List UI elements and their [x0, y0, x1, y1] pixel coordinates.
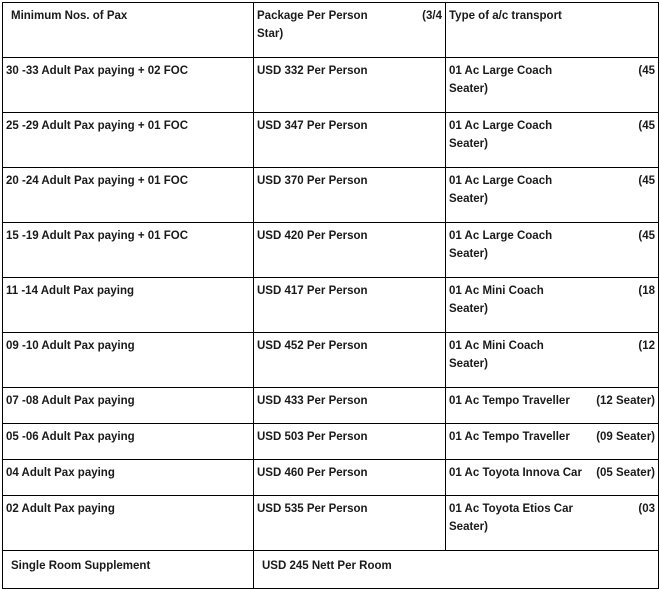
seat-text: (45 — [638, 230, 655, 242]
transport-cell — [446, 388, 659, 424]
pax-cell: 15 -19 Adult Pax paying + 01 FOC — [3, 223, 254, 278]
price-cell: USD 417 Per Person — [254, 278, 446, 333]
header-package-tag: (3/4 — [422, 10, 442, 22]
table-row — [3, 168, 659, 223]
pax-cell: 04 Adult Pax paying — [3, 460, 254, 496]
transport-cell — [446, 424, 659, 460]
price-cell: USD 535 Per Person — [254, 496, 446, 551]
price-cell: USD 433 Per Person — [254, 388, 446, 424]
table-row — [3, 113, 659, 168]
vehicle-text: 01 Ac Mini Coach — [449, 340, 544, 352]
vehicle-text: 01 Ac Tempo Traveller — [449, 395, 570, 407]
table-row — [3, 223, 659, 278]
vehicle-text: 01 Ac Toyota Innova Car — [449, 467, 582, 479]
vehicle-text: 01 Ac Large Coach — [449, 65, 553, 77]
price-cell: USD 503 Per Person — [254, 424, 446, 460]
table-row — [3, 278, 659, 333]
seat-text: (12 — [638, 340, 655, 352]
supplement-label: Single Room Supplement — [3, 551, 254, 589]
table-row — [3, 424, 659, 460]
price-cell: USD 370 Per Person — [254, 168, 446, 223]
transport-cell — [446, 333, 659, 388]
vehicle-text: 01 Ac Large Coach — [449, 175, 553, 187]
supplement-value: USD 245 Nett Per Room — [254, 551, 659, 589]
seat-text: (18 — [638, 285, 655, 297]
vehicle-text: 01 Ac Large Coach — [449, 120, 553, 132]
price-cell: USD 332 Per Person — [254, 58, 446, 113]
vehicle-text: 01 Ac Mini Coach — [449, 285, 544, 297]
vehicle-text: 01 Ac Toyota Etios Car — [449, 503, 573, 515]
pax-cell: 09 -10 Adult Pax paying — [3, 333, 254, 388]
seat-text: (45 — [638, 120, 655, 132]
supplement-row — [3, 551, 659, 589]
header-package-cont: Star) — [257, 28, 284, 40]
table-row — [3, 333, 659, 388]
seat-text: (45 — [638, 175, 655, 187]
seat-cont-text: Seater) — [449, 521, 488, 533]
table-row — [3, 460, 659, 496]
seat-text: (45 — [638, 65, 655, 77]
transport-cell — [446, 223, 659, 278]
header-transport: Type of a/c transport — [446, 3, 659, 58]
pax-cell: 20 -24 Adult Pax paying + 01 FOC — [3, 168, 254, 223]
header-package-label: Package Per Person — [257, 10, 368, 22]
seat-text: (05 Seater) — [596, 467, 655, 479]
seat-text: (12 Seater) — [596, 395, 655, 407]
seat-text: (09 Seater) — [596, 431, 655, 443]
price-cell: USD 460 Per Person — [254, 460, 446, 496]
transport-cell — [446, 460, 659, 496]
price-cell: USD 347 Per Person — [254, 113, 446, 168]
transport-cell — [446, 58, 659, 113]
pax-cell: 30 -33 Adult Pax paying + 02 FOC — [3, 58, 254, 113]
price-cell: USD 420 Per Person — [254, 223, 446, 278]
pax-cell: 05 -06 Adult Pax paying — [3, 424, 254, 460]
seat-cont-text: Seater) — [449, 83, 488, 95]
transport-cell — [446, 113, 659, 168]
transport-cell — [446, 278, 659, 333]
pax-cell: 07 -08 Adult Pax paying — [3, 388, 254, 424]
header-package — [254, 3, 446, 58]
pax-cell: 25 -29 Adult Pax paying + 01 FOC — [3, 113, 254, 168]
seat-cont-text: Seater) — [449, 303, 488, 315]
seat-cont-text: Seater) — [449, 248, 488, 260]
package-table — [2, 2, 659, 589]
transport-cell — [446, 168, 659, 223]
table-row — [3, 58, 659, 113]
vehicle-text: 01 Ac Tempo Traveller — [449, 431, 570, 443]
pax-cell: 02 Adult Pax paying — [3, 496, 254, 551]
table-row — [3, 496, 659, 551]
pax-cell: 11 -14 Adult Pax paying — [3, 278, 254, 333]
seat-text: (03 — [638, 503, 655, 515]
price-cell: USD 452 Per Person — [254, 333, 446, 388]
header-min-pax: Minimum Nos. of Pax — [3, 3, 254, 58]
seat-cont-text: Seater) — [449, 193, 488, 205]
header-row — [3, 3, 659, 58]
vehicle-text: 01 Ac Large Coach — [449, 230, 553, 242]
table-row — [3, 388, 659, 424]
seat-cont-text: Seater) — [449, 358, 488, 370]
transport-cell — [446, 496, 659, 551]
seat-cont-text: Seater) — [449, 138, 488, 150]
